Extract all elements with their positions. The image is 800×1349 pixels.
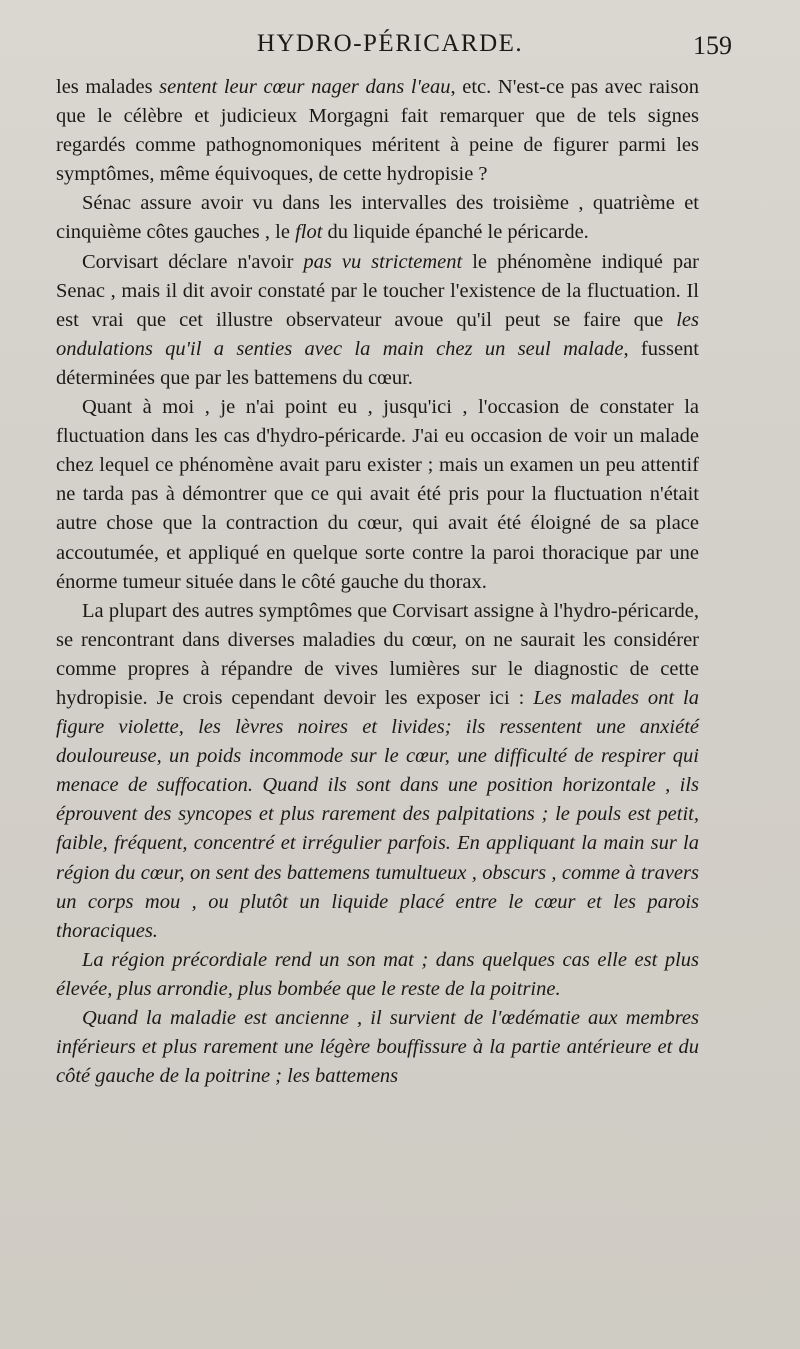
- page-header: [58, 30, 732, 66]
- paragraph: [56, 597, 699, 946]
- paragraph: [56, 1004, 699, 1091]
- italic-text: Quand la maladie est ancienne , il survient de l'œdématie aux membres inférieurs et plus rarement une légère bouffissure à la partie antérieure et du côté gauche de la poitrine ; les battemens: [56, 1007, 699, 1088]
- paragraph: [56, 248, 699, 393]
- text-run: Sénac assure avoir vu dans les intervalles des troisième , quatrième et cinquième côtes gauches , le: [56, 192, 699, 244]
- page-number: 159: [693, 31, 732, 60]
- body-text: [56, 73, 699, 1091]
- paragraph: [56, 73, 699, 189]
- text-run: Quant à moi , je n'ai point eu , jusqu'ici , l'occasion de constater la fluctuation dans les cas d'hydro-péricarde. J'ai eu occasion de voir un malade chez lequel ce phénomène avait paru exister ; mais un examen un peu attentif ne tarda pas à démontrer que ce qui avait été pris pour la fluctuation n'était autre chose que la contraction du cœur, qui avait été éloigné de sa place accoutumée, et appliqué en quelque sorte contre la paroi thoracique par une énorme tumeur située dans le côté gauche du thorax.: [56, 396, 699, 593]
- text-run: , etc. N'est-ce pas avec raison que le célèbre et judicieux Morgagni fait remarquer que de tels signes regardés comme pathognomoniques méritent à peine de figurer parmi les symptômes, même équivoques, de cette hydropisie ?: [56, 76, 699, 186]
- text-run: du liquide épanché le péricarde.: [322, 221, 589, 244]
- italic-text: sentent leur cœur nager dans l'eau: [159, 76, 451, 98]
- text-run: , fussent déterminées que par les battemens du cœur.: [56, 337, 699, 389]
- text-run: le phénomène indiqué par Senac , mais il dit avoir constaté par le toucher l'existence de la fluctuation. Il est vrai que cet illustre observateur avoue qu'il peut se faire que: [56, 250, 700, 331]
- paragraph: [56, 393, 699, 597]
- italic-text: Les malades ont la figure violette, les lèvres noires et livides; ils ressentent une anxiété douloureuse, un poids incommode sur le cœur, une difficulté de respirer qui menace de suffocation. Quand ils sont dans une position horizontale , ils éprouvent des syncopes et plus rarement des palpitations ; le pouls est petit, faible, fréquent, concentré et irrégulier parfois. En appliquant la main sur la région du cœur, on sent des battemens tumultueux , obscurs , comme à travers un corps mou , ou plutôt un liquide placé entre le cœur et les parois thoraciques.: [56, 686, 699, 942]
- italic-text: les ondulations qu'il a senties avec la main chez un seul malade: [56, 308, 699, 360]
- italic-text: pas vu strictement: [303, 250, 463, 273]
- text-run: La plupart des autres symptômes que Corvisart assigne à l'hydro-péricarde, se rencontrant dans diverses maladies du cœur, on ne saurait les considérer comme propres à répandre de vives lumières sur le diagnostic de cette hydropisie. Je crois cependant devoir les exposer ici :: [56, 599, 699, 709]
- paragraph: [56, 946, 699, 1004]
- running-title: HYDRO-PÉRICARDE.: [256, 30, 524, 57]
- italic-text: flot: [295, 221, 323, 244]
- text-run: Corvisart déclare n'avoir: [82, 250, 304, 273]
- text-run: les malades: [56, 76, 160, 98]
- paragraph: [56, 189, 699, 247]
- italic-text: La région précordiale rend un son mat ; dans quelques cas elle est plus élevée, plus arrondie, plus bombée que le reste de la poitrine.: [56, 948, 699, 1000]
